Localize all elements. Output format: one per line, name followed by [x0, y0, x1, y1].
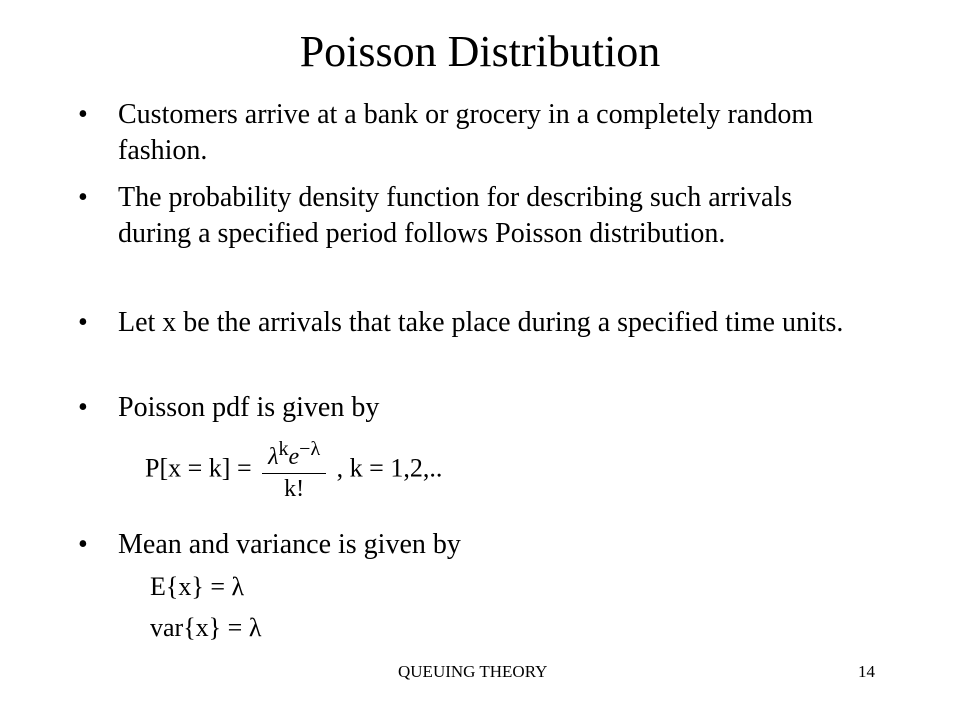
bullet-dot: • — [78, 392, 88, 423]
bullet-item — [78, 180, 848, 252]
slide-title: Poisson Distribution — [299, 27, 661, 76]
lambda-symbol: λ — [268, 444, 279, 470]
bullet-text: Poisson pdf is given by — [118, 392, 380, 423]
mean-formula: E{x} = λ — [150, 572, 245, 601]
bullet-item — [78, 305, 848, 341]
bullet-text: Mean and variance is given by — [118, 529, 461, 560]
bullet-dot: • — [78, 529, 88, 560]
bullet-item — [78, 97, 848, 169]
bullet-text: Customers arrive at a bank or grocery in a completely random fashion. — [118, 99, 814, 166]
bullet-dot: • — [78, 182, 88, 213]
page-number: 14 — [858, 662, 875, 681]
bullet-item — [78, 390, 848, 426]
bullet-text: Let x be the arrivals that take place during a specified time units. — [118, 307, 844, 338]
formula-lhs: P[x = k] = — [145, 453, 252, 483]
formula-denominator: k! — [284, 476, 305, 502]
footer-title: QUEUING THEORY — [398, 662, 548, 681]
formula-fraction — [262, 438, 326, 503]
bullet-dot: • — [78, 307, 88, 338]
bullet-dot: • — [78, 99, 88, 130]
poisson-pdf-formula — [145, 438, 442, 503]
exponent-neg-lambda: −λ — [299, 438, 321, 460]
e-symbol: e — [288, 444, 300, 470]
bullet-item — [78, 527, 848, 563]
formula-tail: , k = 1,2,.. — [336, 453, 443, 483]
variance-formula: var{x} = λ — [150, 613, 262, 642]
bullet-text: The probability density function for describing such arrivals during a specified period follows Poisson distribution. — [118, 182, 793, 249]
formula-numerator — [262, 438, 326, 474]
exponent-k: k — [278, 438, 289, 460]
